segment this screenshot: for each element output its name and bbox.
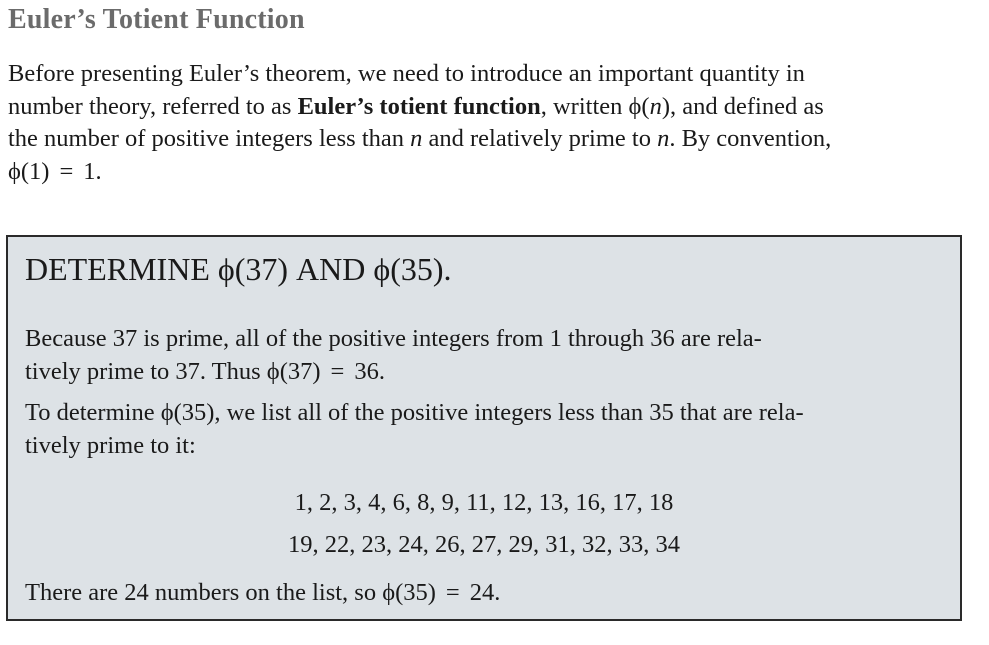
coprime-list-line-2: 19, 22, 23, 24, 26, 27, 29, 31, 32, 33, 34 [288,531,680,558]
section-title: Euler’s Totient Function [8,4,305,35]
example-title: DETERMINE ϕ(37) AND ϕ(35). [25,251,452,287]
defined-term: Euler’s totient function [297,92,541,120]
intro-line-4: ϕ(1) = 1. [8,157,102,185]
intro-line-3: the number of positive integers less than n and relatively prime to n. By convention, [8,125,832,152]
example-box [6,235,962,621]
example-conclusion: There are 24 numbers on the list, so ϕ(35) = 24. [25,579,501,606]
coprime-list-line-1: 1, 2, 3, 4, 6, 8, 9, 11, 12, 13, 16, 17, 18 [294,489,674,516]
example-paragraph-2: To determine ϕ(35), we list all of the positive integers less than 35 that are rela- tively prime to it: [25,399,804,459]
intro-line-1: Before presenting Euler’s theorem, we need to introduce an important quantity in [8,60,805,87]
intro-paragraph [8,58,976,188]
intro-line-2: number theory, referred to as Euler’s totient function, written ϕ(n), and defined as [8,92,824,120]
example-paragraph-1: Because 37 is prime, all of the positive integers from 1 through 36 are rela- tively prime to 37. Thus ϕ(37) = 36. [25,325,762,385]
